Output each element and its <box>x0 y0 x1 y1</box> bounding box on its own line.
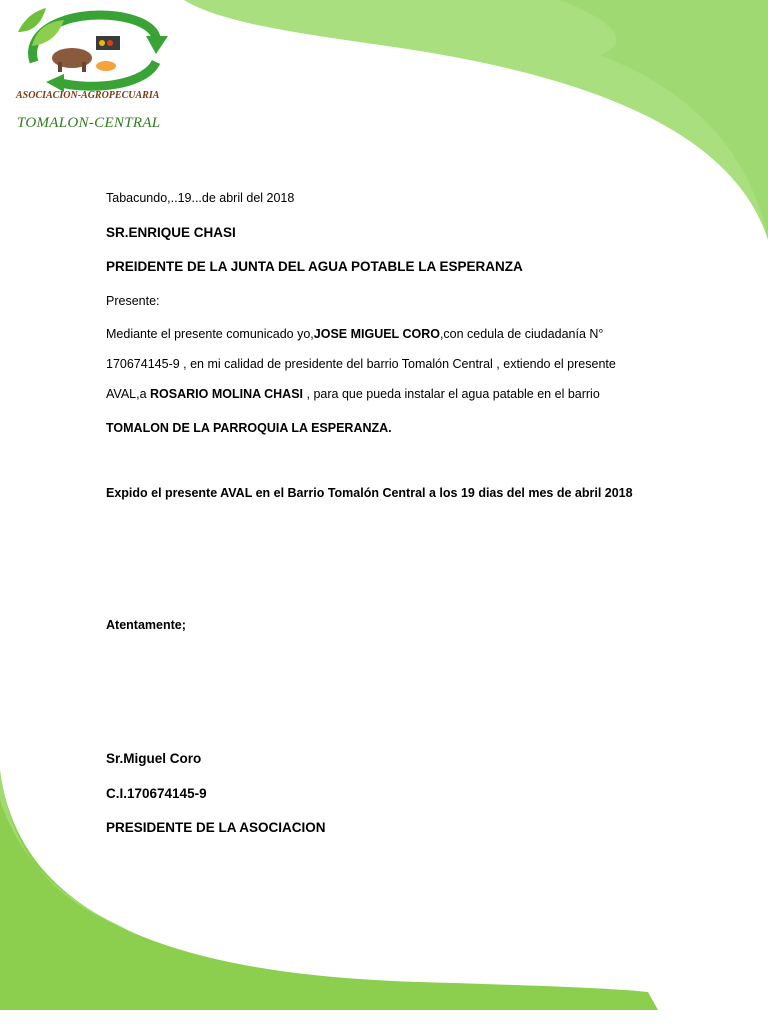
beneficiary-name: ROSARIO MOLINA CHASI <box>150 387 304 401</box>
sign-off: Atentamente; <box>106 618 186 632</box>
closing-statement: Expido el presente AVAL en el Barrio Tomalón Central a los 19 dias del mes de abril 2018 <box>106 486 633 500</box>
body-line-4: TOMALON DE LA PARROQUIA LA ESPERANZA. <box>106 421 392 435</box>
recipient-title: PREIDENTE DE LA JUNTA DEL AGUA POTABLE LA ESPERANZA <box>106 259 523 274</box>
body-line-1-suffix: ,con cedula de ciudadanía N° <box>439 327 604 341</box>
logo-emblem-icon <box>6 2 182 97</box>
bottom-left-swoosh <box>0 770 658 1010</box>
signer-id: C.I.170674145-9 <box>106 786 207 801</box>
logo-association-line: ASOCIACION-AGROPECUARIA <box>16 90 160 101</box>
body-line-3 <box>106 387 600 401</box>
body-line-3-suffix: , para que pueda instalar el agua patable en el barrio <box>303 387 600 401</box>
body-line-3-text: AVAL,a <box>106 387 151 401</box>
author-name: JOSE MIGUEL CORO <box>313 327 440 341</box>
greeting: Presente: <box>106 294 160 308</box>
body-line-2: 170674145-9 , en mi calidad de presidente del barrio Tomalón Central , extiendo el presente <box>106 357 616 371</box>
letter-date: Tabacundo,..19...de abril del 2018 <box>106 191 295 205</box>
signer-title: PRESIDENTE DE LA ASOCIACION <box>106 820 326 835</box>
body-line-1-text: Mediante el presente comunicado yo, <box>106 327 314 341</box>
signer-name: Sr.Miguel Coro <box>106 751 202 766</box>
body-line-1 <box>106 327 603 341</box>
recipient-name: SR.ENRIQUE CHASI <box>106 225 236 240</box>
logo-name-line: TOMALON-CENTRAL <box>17 115 161 131</box>
association-logo <box>6 2 182 137</box>
